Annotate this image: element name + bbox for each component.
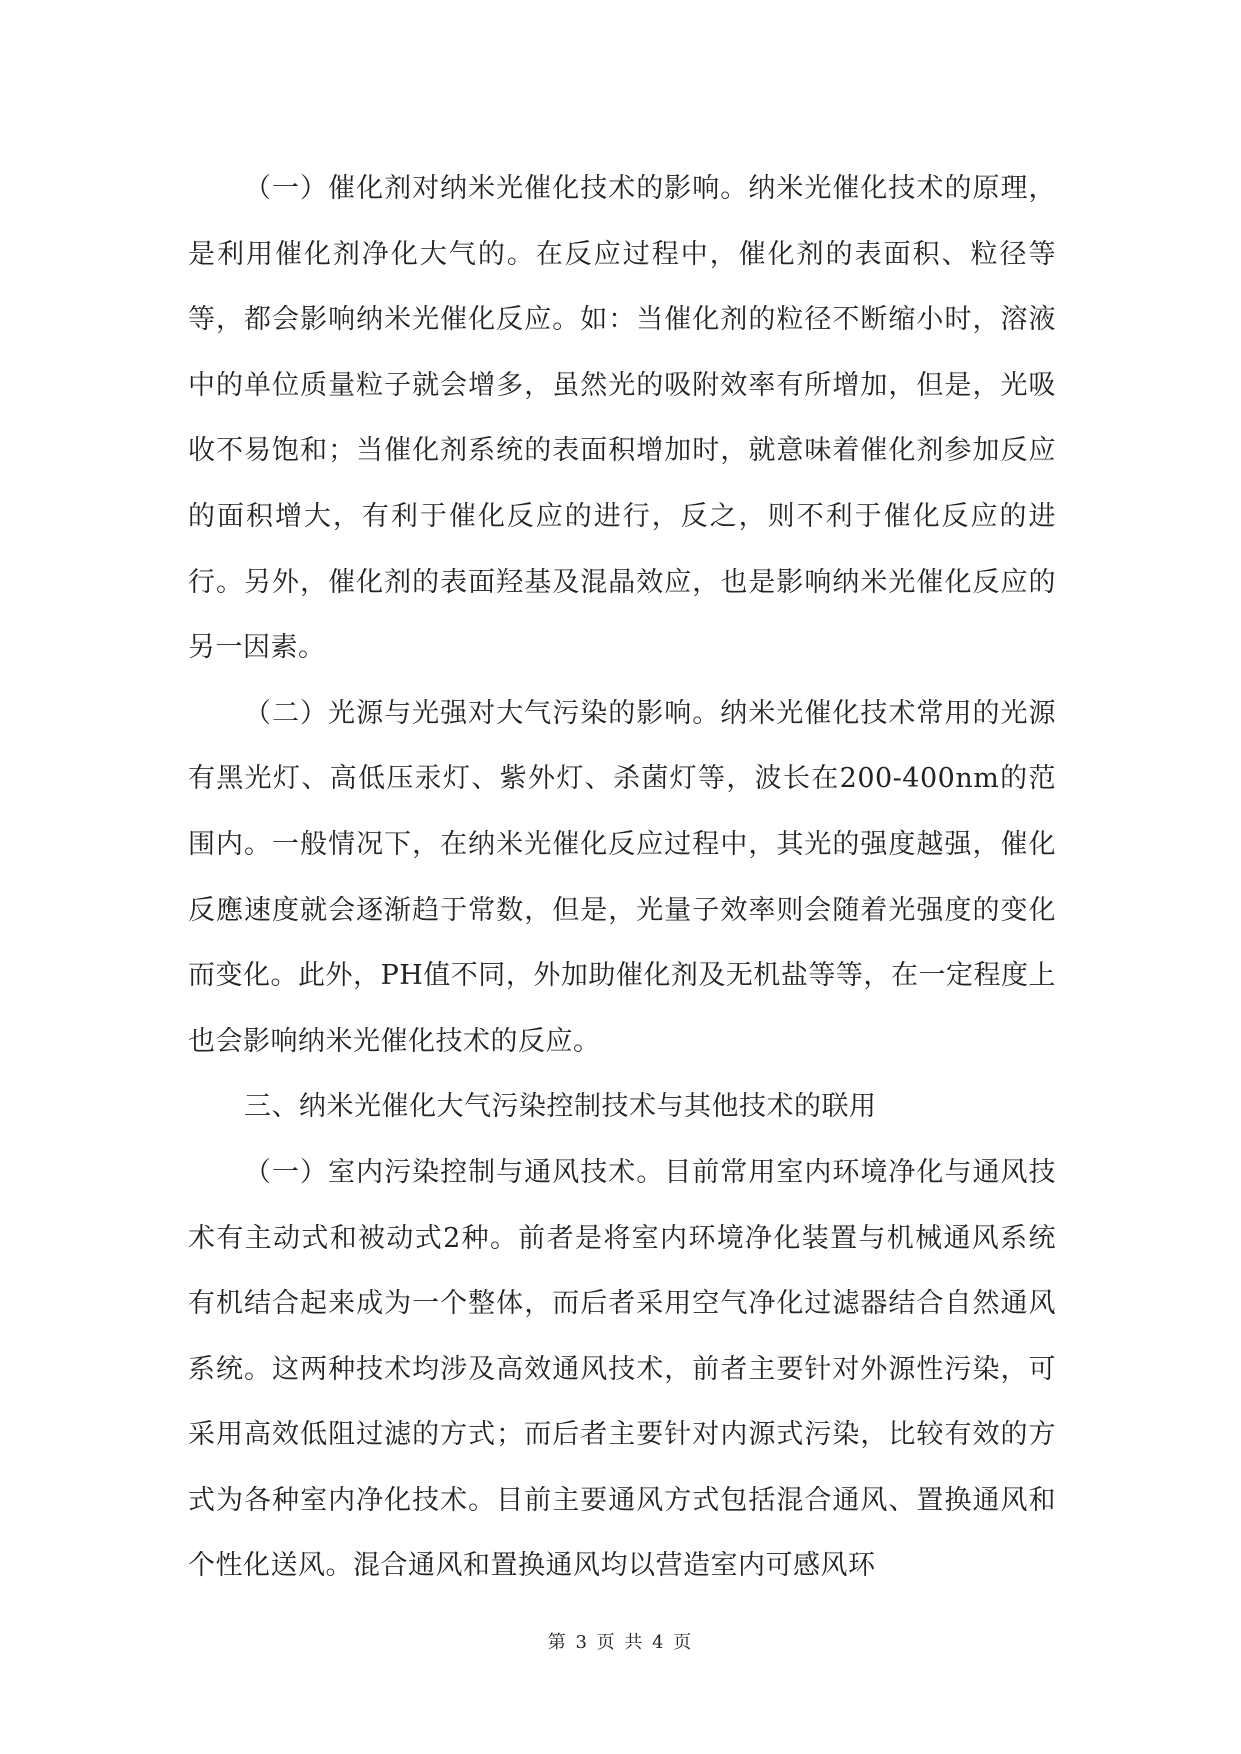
- page-number-footer: 第 3 页 共 4 页: [547, 1632, 694, 1653]
- paragraph-indoor-ventilation: （一）室内污染控制与通风技术。目前常用室内环境净化与通风技术有主动式和被动式2种。前者是将室内环境净化装置与机械通风系统有机结合起来成为一个整体，而后者采用空气净化过滤器结合自然通风系统。这两种技术均涉及高效通风技术，前者主要针对外源性污染，可采用高效低阻过滤的方式；而后者主要针对内源式污染，比较有效的方式为各种室内净化技术。目前主要通风方式包括混合通风、置换通风和个性化送风。混合通风和置换通风均以营造室内可感风环: [188, 1156, 1056, 1582]
- paragraph-catalyst-influence: （一）催化剂对纳米光催化技术的影响。纳米光催化技术的原理，是利用催化剂净化大气的。在反应过程中，催化剂的表面积、粒径等等，都会影响纳米光催化反应。如：当催化剂的粒径不断缩小时，溶液中的单位质量粒子就会增多，虽然光的吸附效率有所增加，但是，光吸收不易饱和；当催化剂系统的表面积增加时，就意味着催化剂参加反应的面积增大，有利于催化反应的进行，反之，则不利于催化反应的进行。另外，催化剂的表面羟基及混晶效应，也是影响纳米光催化反应的另一因素。: [188, 173, 1056, 664]
- document-body: [188, 156, 1056, 1599]
- paragraph-light-source-influence: （二）光源与光强对大气污染的影响。纳米光催化技术常用的光源有黑光灯、高低压汞灯、紫外灯、杀菌灯等，波长在200-400nm的范围内。一般情况下，在纳米光催化反应过程中，其光的强度越强，催化反應速度就会逐渐趋于常数，但是，光量子效率则会随着光强度的变化而变化。此外，PH值不同，外加助催化剂及无机盐等等，在一定程度上也会影响纳米光催化技术的反应。: [188, 697, 1056, 1057]
- section-heading-combined-technologies: 三、纳米光催化大气污染控制技术与其他技术的联用: [244, 1091, 877, 1123]
